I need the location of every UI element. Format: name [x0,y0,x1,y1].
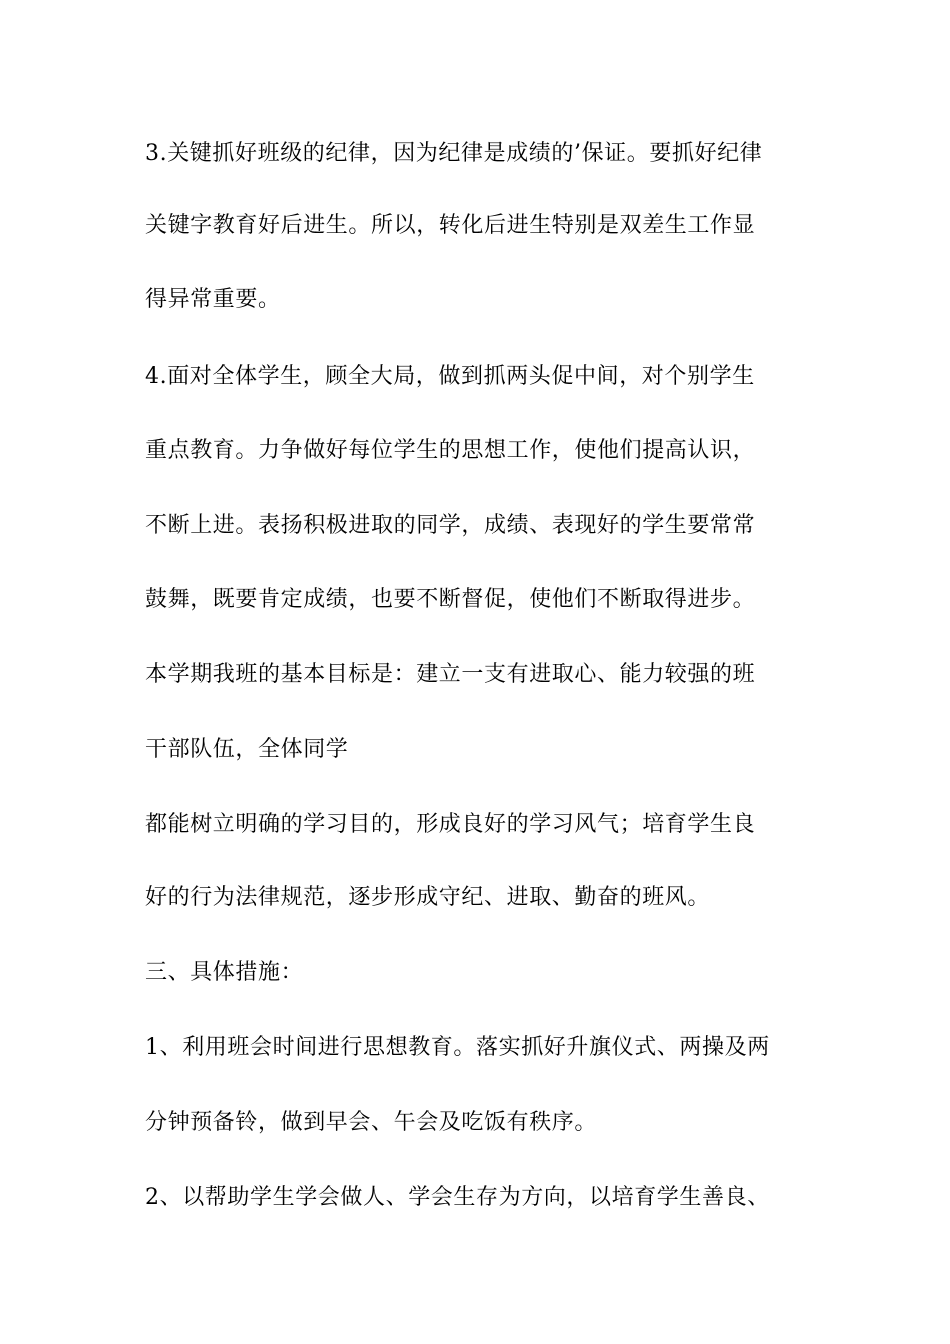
paragraph-line: 重点教育。力争做好每位学生的思想工作，使他们提高认识， [145,438,756,463]
paragraph-line: 3.关键抓好班级的纪律，因为纪律是成绩的’保证。要抓好纪律 [145,141,763,166]
paragraph-line: 本学期我班的基本目标是：建立一支有进取心、能力较强的班 [145,662,756,687]
paragraph-line: 关键字教育好后进生。所以，转化后进生特别是双差生工作显 [145,213,756,238]
paragraph-line: 干部队伍，全体同学 [145,737,349,762]
paragraph-line: 鼓舞，既要肯定成绩，也要不断督促，使他们不断取得进步。 [145,587,756,612]
section-heading: 三、具体措施： [145,960,304,985]
paragraph-line: 得异常重要。 [145,287,281,312]
paragraph-line: 都能树立明确的学习目的，形成良好的学习风气；培育学生良 [145,812,756,837]
paragraph-line: 2、以帮助学生学会做人、学会生存为方向，以培育学生善良、 [145,1185,770,1210]
paragraph-line: 1、利用班会时间进行思想教育。落实抓好升旗仪式、两操及两 [145,1035,770,1060]
paragraph-line: 好的行为法律规范，逐步形成守纪、进取、勤奋的班风。 [145,885,711,910]
paragraph-line: 不断上进。表扬积极进取的同学，成绩、表现好的学生要常常 [145,513,756,538]
paragraph-line: 分钟预备铃，做到早会、午会及吃饭有秩序。 [145,1110,598,1135]
paragraph-line: 4.面对全体学生，顾全大局，做到抓两头促中间，对个别学生 [145,364,755,389]
